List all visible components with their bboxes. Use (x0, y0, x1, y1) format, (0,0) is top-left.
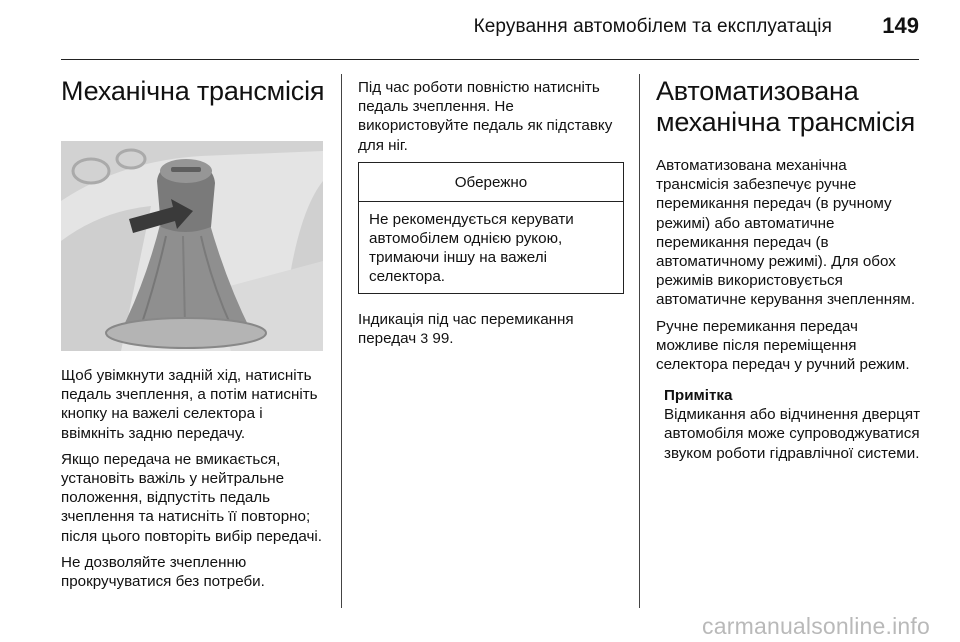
gear-lever-illustration (61, 141, 323, 351)
section-heading-manual-transmission: Механічна трансмісія (61, 76, 325, 106)
warning-title: Обережно (359, 163, 623, 202)
paragraph: Не дозволяйте зчепленню прокручуватися без потреби. (61, 553, 265, 591)
indication-text: Індикація під час перемикання передач (358, 310, 574, 347)
paragraph: Якщо передача не вмикається, установіть важіль у нейтральне положення, відпустіть педаль зчеплення та натисніть її повторно; після цього повторіть вибір передачі. (61, 450, 322, 545)
column-divider-1 (341, 74, 342, 608)
warning-text: Не рекомендується керувати автомобілем однією рукою, тримаючи іншу на важелі селектора. (369, 210, 574, 286)
heading-line: механічна трансмісія (656, 107, 916, 137)
header-title: Керування автомобілем та експлуатація (473, 16, 832, 37)
column-divider-2 (639, 74, 640, 608)
indication-reference (358, 310, 624, 348)
paragraph: Під час роботи повністю натисніть педаль зчеплення. Не використовуйте педаль як підставку для ніг. (358, 79, 613, 154)
warning-body (359, 202, 623, 293)
paragraph: Ручне перемикання передач можливе після переміщення селектора передач у ручний режим. (656, 317, 910, 374)
watermark: carmanualsonline.info (702, 613, 930, 639)
right-column (656, 76, 922, 463)
page-reference-arrow-icon[interactable]: 3 (420, 329, 429, 346)
middle-column (358, 78, 624, 355)
paragraph: Автоматизована механічна трансмісія забезпечує ручне перемикання передач (в ручному режимі) або автоматичне перемикання передач (в автоматичному режимі). Для обох режимів використовується автоматичне керування зчепленням. (656, 157, 916, 309)
warning-box (358, 162, 624, 294)
left-column (61, 76, 327, 598)
heading-line: Автоматизована (656, 76, 859, 106)
page-number: 149 (882, 13, 919, 38)
header-divider (61, 59, 919, 60)
paragraph: Щоб увімкнути задній хід, натисніть педаль зчеплення, а потім натисніть кнопку на важелі селектора і ввімкніть задню передачу. (61, 367, 318, 442)
section-heading-automated-transmission (656, 76, 922, 138)
page-reference-link[interactable]: 99. (432, 329, 454, 347)
gear-lever-drawing (61, 141, 323, 351)
note-title: Примітка (664, 387, 733, 405)
note-box (664, 386, 922, 463)
note-text: Відмикання або відчинення дверцят автомобіля може супроводжуватися звуком роботи гідравлічної системи. (664, 406, 921, 462)
